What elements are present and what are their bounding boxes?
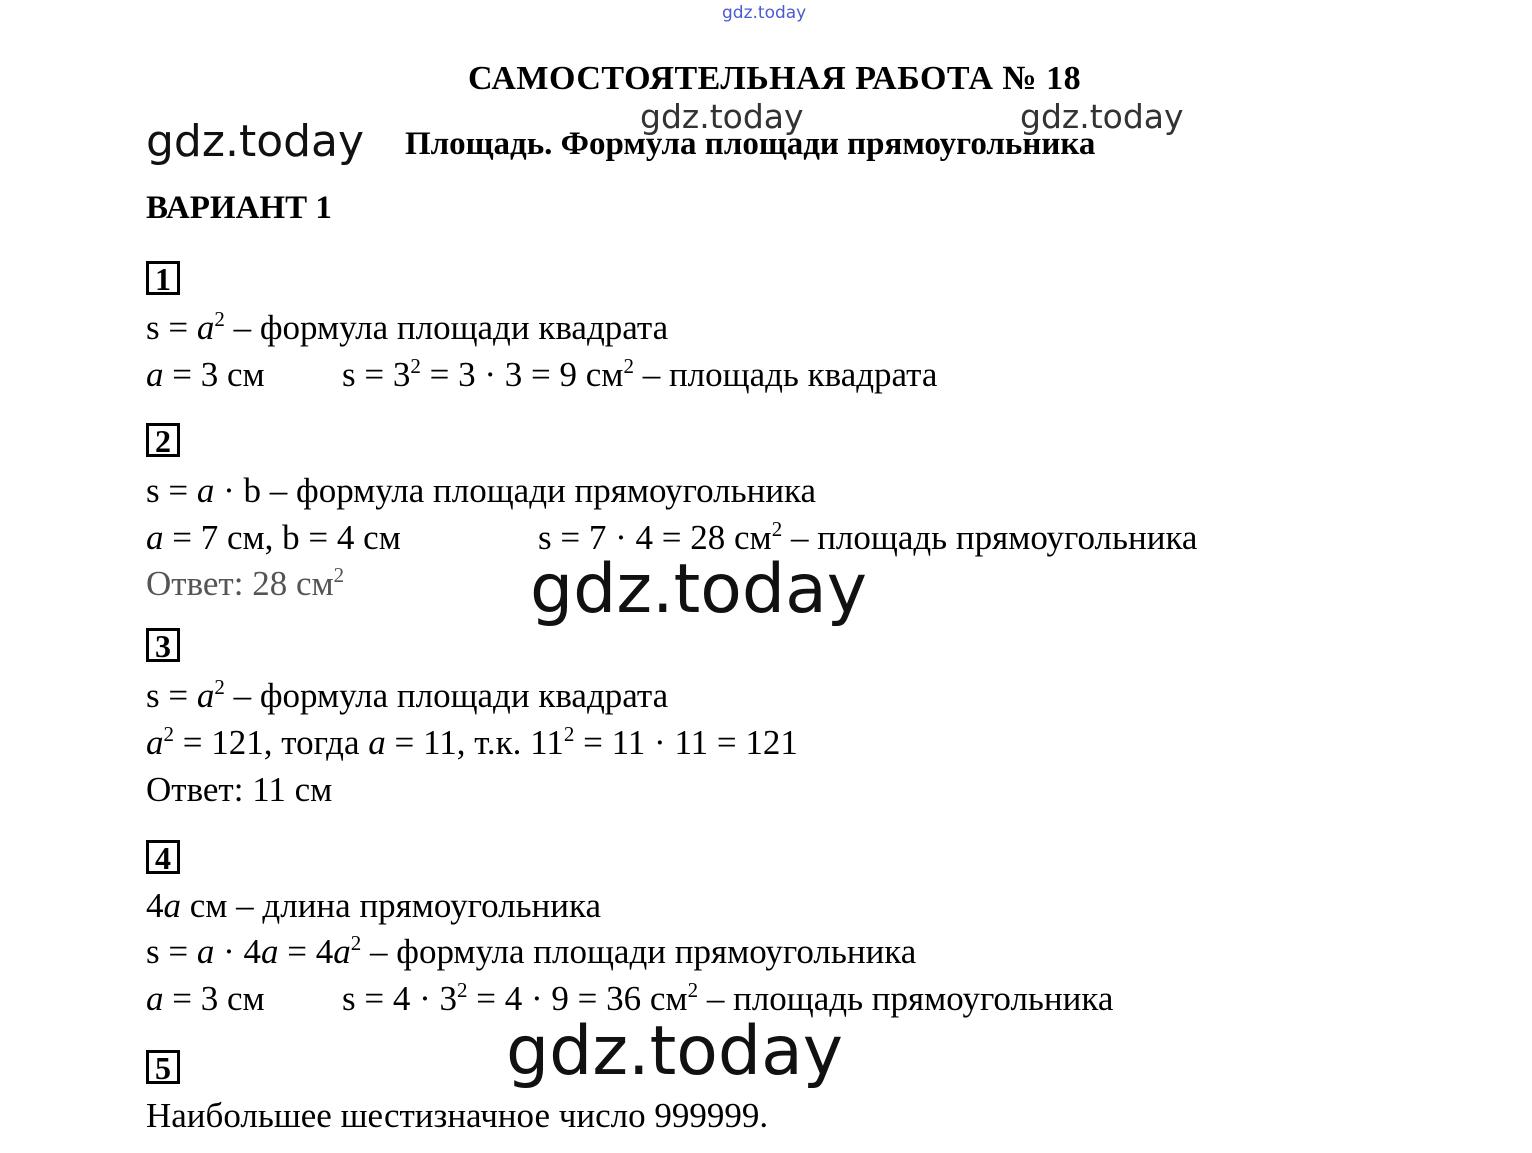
- watermark-header-left: gdz.today: [146, 116, 365, 167]
- page-subtitle: Площадь. Формула площади прямоугольника: [405, 126, 1096, 162]
- task-number-4: 4: [146, 840, 180, 874]
- task-number-1: 1: [146, 261, 180, 295]
- watermark-header-mid: gdz.today: [640, 97, 804, 136]
- task4-line1: 4a см – длина прямоугольника: [146, 886, 602, 925]
- task3-line1: $s = a^2$ – формула площади квадрата: [146, 675, 669, 715]
- task-number-5: 5: [146, 1050, 180, 1084]
- task2-answer: Ответ: 28 $см^2$: [146, 563, 345, 603]
- task4-line3a: a = 3 см: [146, 979, 265, 1018]
- task1-line2b: $s = 3^2 = 3 \cdot 3 = 9$ $см^2$ – площадь квадрата: [342, 354, 938, 394]
- task4-line2: $s = a \cdot 4a = 4a^2$ – формула площади прямоугольника: [146, 931, 917, 971]
- watermark-header-right: gdz.today: [1020, 97, 1184, 136]
- task1-line1: $s = a^2$ – формула площади квадрата: [146, 307, 669, 347]
- task4-line3b: $s = 4 \cdot 3^2 = 4 \cdot 9 = 36$ $см^2$ – площадь прямоугольника: [342, 978, 1114, 1018]
- task2-line2b: s = 7 · 4 = 28 $см^2$ – площадь прямоугольника: [538, 517, 1198, 557]
- task5-line1: Наибольшее шестизначное число 999999.: [146, 1096, 769, 1135]
- task1-line2a: a = 3 см: [146, 355, 265, 394]
- task-number-2: 2: [146, 423, 180, 457]
- task3-line2: $a^2 = 121$, тогда a = 11, т.к. $11^2 = 11 \cdot 11 = 121$: [146, 722, 798, 762]
- task-number-3: 3: [146, 628, 180, 662]
- watermark-mid-large: gdz.today: [530, 550, 867, 629]
- watermark-top: gdz.today: [722, 3, 807, 23]
- page-title: САМОСТОЯТЕЛЬНАЯ РАБОТА № 18: [468, 60, 1082, 97]
- task2-line1: s = a · b – формула площади прямоугольника: [146, 471, 817, 510]
- watermark-bottom-large: gdz.today: [506, 1012, 843, 1091]
- task3-answer: Ответ: 11 см: [146, 770, 333, 809]
- variant-label: ВАРИАНТ 1: [146, 190, 332, 226]
- task2-line2a: a = 7 см, b = 4 см: [146, 518, 401, 557]
